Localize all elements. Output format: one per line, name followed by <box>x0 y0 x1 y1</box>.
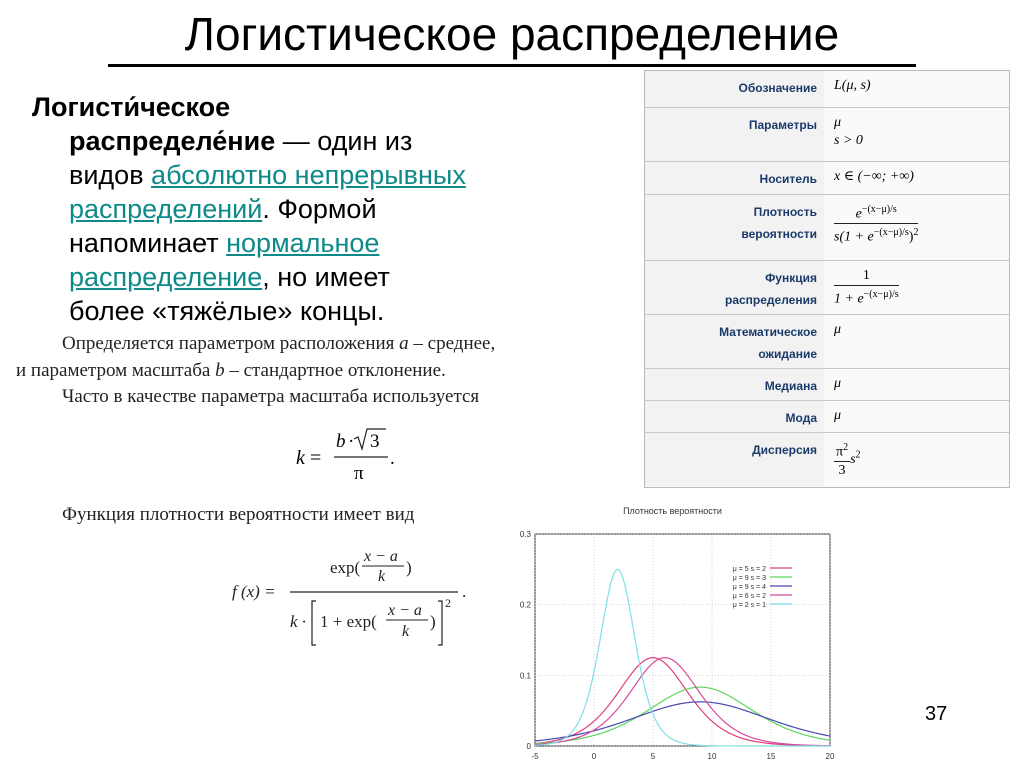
density-chart <box>505 500 840 768</box>
term-word-2: распределе́ние <box>69 126 276 156</box>
intro-line-3 <box>32 158 592 192</box>
property-value: μ <box>824 400 1009 432</box>
chart-title: Плотность вероятности <box>623 506 722 516</box>
table-row <box>645 260 1009 314</box>
series-line <box>535 658 830 746</box>
property-label: Математическое ожидание <box>645 314 824 368</box>
legend-label: μ = 9 s = 4 <box>732 584 766 591</box>
y-tick-label: 0 <box>526 742 531 751</box>
properties-table <box>645 71 1009 486</box>
table-row <box>645 368 1009 400</box>
intro-line-7: более «тяжёлые» концы. <box>69 296 385 326</box>
svg-text:2: 2 <box>445 596 451 610</box>
page-number: 37 <box>925 703 948 725</box>
x-tick-label: 20 <box>825 752 835 761</box>
legend-label: μ = 9 s = 3 <box>732 575 766 582</box>
properties-infobox <box>644 70 1010 488</box>
property-label: Параметры <box>645 107 824 161</box>
term-word-1: Логисти́ческое <box>32 92 231 122</box>
intro-line-5 <box>32 226 592 260</box>
svg-text:.: . <box>390 448 395 469</box>
table-row <box>645 400 1009 432</box>
intro-text: видов <box>69 160 152 190</box>
svg-text:x − a: x − a <box>388 602 422 619</box>
definition-line-4: Функция плотности вероятности имеет вид <box>62 504 415 525</box>
svg-text:f (x) =: f (x) = <box>232 582 276 601</box>
link-normal-distribution-cont[interactable]: распределение <box>69 262 263 292</box>
series-line <box>535 658 830 746</box>
x-tick-label: 10 <box>707 752 717 761</box>
svg-text:k ·: k · <box>290 612 307 631</box>
x-tick-label: 0 <box>591 752 597 761</box>
table-row <box>645 107 1009 161</box>
y-tick-label: 0.1 <box>519 671 531 681</box>
table-row <box>645 432 1009 486</box>
y-tick-label: 0.2 <box>519 600 531 610</box>
property-label: Обозначение <box>645 71 824 107</box>
intro-line-2 <box>32 124 592 158</box>
series-line <box>535 569 830 746</box>
svg-text:π: π <box>354 463 364 484</box>
x-tick-label: 5 <box>650 752 656 761</box>
property-value: L(μ, s) <box>824 71 1009 107</box>
table-row <box>645 71 1009 107</box>
svg-text:): ) <box>430 612 436 631</box>
table-row <box>645 161 1009 194</box>
svg-text:.: . <box>462 582 467 601</box>
property-label: Медиана <box>645 368 824 400</box>
svg-text:1 + exp(: 1 + exp( <box>320 612 377 631</box>
svg-text:b: b <box>336 431 346 452</box>
property-label: Плотность вероятности <box>645 194 824 260</box>
plot-frame <box>535 534 830 746</box>
intro-text: напоминает <box>69 228 227 258</box>
density-function-formula <box>232 545 472 650</box>
svg-text:·: · <box>348 431 355 452</box>
property-label: Носитель <box>645 161 824 194</box>
svg-text:x − a: x − a <box>364 548 398 565</box>
intro-text: . Формой <box>262 194 377 224</box>
y-tick-label: 0.3 <box>519 530 531 539</box>
property-value: μ s > 0 <box>824 107 1009 161</box>
property-label: Функция распределения <box>645 260 824 314</box>
intro-text: , но имеет <box>262 262 390 292</box>
intro-line-6 <box>32 260 592 294</box>
svg-text:k: k <box>378 568 386 585</box>
svg-text:exp(: exp( <box>330 558 361 577</box>
table-row <box>645 194 1009 260</box>
intro-text: — один из <box>275 126 413 156</box>
property-label: Мода <box>645 400 824 432</box>
svg-text:k: k <box>402 623 410 640</box>
x-tick-label: -5 <box>531 752 539 761</box>
table-row <box>645 314 1009 368</box>
definition-line-3: Часто в качестве параметра масштаба используется <box>62 386 480 407</box>
intro-line-4 <box>32 192 592 226</box>
link-normal-distribution[interactable]: нормальное <box>226 228 380 258</box>
property-value: x ∈ (−∞; +∞) <box>824 161 1009 194</box>
legend-label: μ = 2 s = 1 <box>732 602 766 609</box>
definition-line-1: Определяется параметром расположения a – среднее, <box>62 333 496 354</box>
property-value: $\frac{1}{1 + e^{-(x-\mu)/s}}$ <box>824 260 1009 314</box>
svg-text:): ) <box>406 558 412 577</box>
property-value: $\frac{e^{-(x-\mu)/s}}{s(1 + e^{-(x-\mu)/s})^2}$ <box>824 194 1009 260</box>
intro-line-1 <box>32 90 592 124</box>
x-tick-label: 15 <box>766 752 776 761</box>
svg-text:=: = <box>310 447 322 469</box>
scale-parameter-formula <box>296 427 406 487</box>
svg-text:3: 3 <box>370 431 380 452</box>
property-label: Дисперсия <box>645 432 824 486</box>
legend-label: μ = 5 s = 2 <box>732 566 766 573</box>
slide-title: Логистическое распределение <box>184 8 840 60</box>
title-underline <box>108 64 916 67</box>
definition-line-2: и параметром масштаба b – стандартное отклонение. <box>16 360 446 381</box>
series-line <box>535 687 830 744</box>
legend-label: μ = 6 s = 2 <box>732 593 766 600</box>
property-value: $\frac{\pi^2}{3}$ $s^2$ <box>824 432 1009 486</box>
intro-paragraph <box>32 90 592 328</box>
property-value: μ <box>824 314 1009 368</box>
link-continuous-distributions-cont[interactable]: распределений <box>69 194 263 224</box>
link-continuous-distributions[interactable]: абсолютно непрерывных <box>151 160 466 190</box>
property-value: μ <box>824 368 1009 400</box>
svg-text:k: k <box>296 447 305 469</box>
